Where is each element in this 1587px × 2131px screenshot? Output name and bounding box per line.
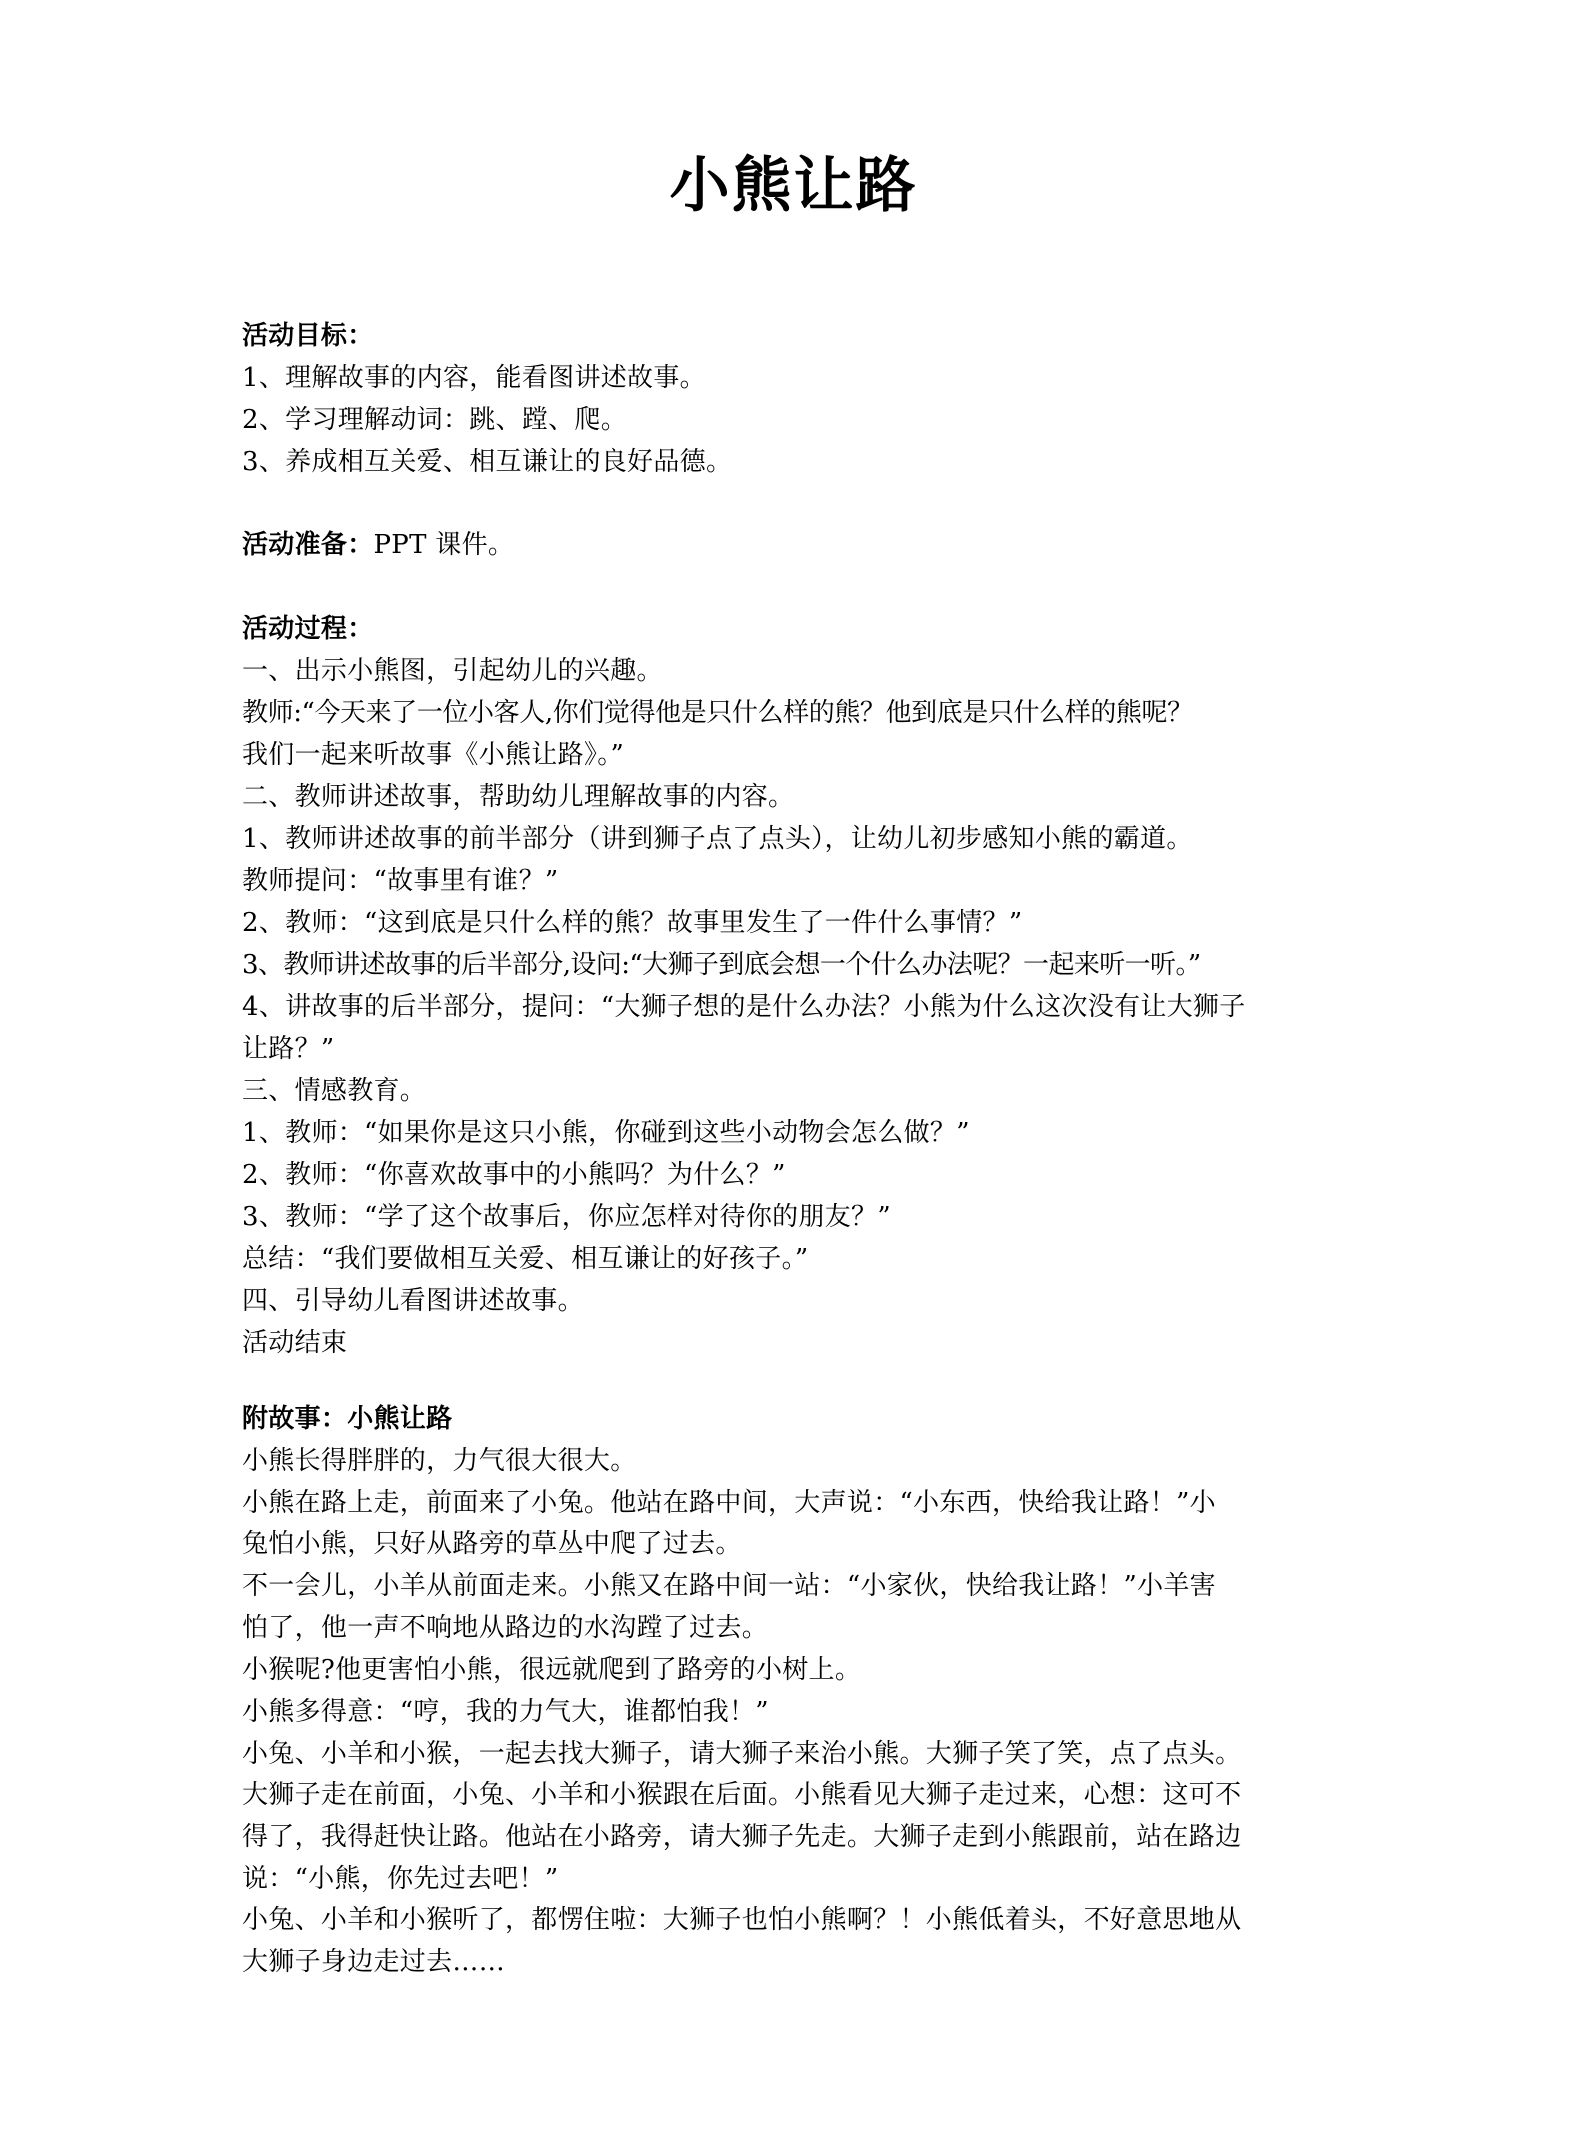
document-title: 小熊让路: [669, 151, 918, 221]
preparation-text: PPT 课件。: [373, 530, 515, 560]
process-line: 2、教师：“这到底是只什么样的熊？故事里发生了一件什么事情？”: [242, 908, 1023, 938]
story-line: 小兔、小羊和小猴听了，都愣住啦：大狮子也怕小熊啊？！小熊低着头，不好意思地从: [242, 1905, 1242, 1935]
preparation-heading: 活动准备：: [242, 530, 374, 560]
process-line: 教师:“今天来了一位小客人,你们觉得他是只什么样的熊？他到底是只什么样的熊呢？: [242, 698, 1193, 728]
story-line: 小熊多得意：“哼，我的力气大，谁都怕我！”: [242, 1697, 769, 1727]
process-line: 3、教师：“学了这个故事后，你应怎样对待你的朋友？”: [242, 1202, 891, 1232]
process-line: 1、教师讲述故事的前半部分（讲到狮子点了点头），让幼儿初步感知小熊的霸道。: [242, 824, 1193, 854]
story-line: 兔怕小熊，只好从路旁的草丛中爬了过去。: [242, 1529, 742, 1559]
story-line: 不一会儿，小羊从前面走来。小熊又在路中间一站：“小家伙，快给我让路！”小羊害: [242, 1571, 1216, 1601]
process-line: 一、出示小熊图，引起幼儿的兴趣。: [242, 656, 663, 686]
process-line: 1、教师：“如果你是这只小熊，你碰到这些小动物会怎么做？”: [242, 1118, 970, 1148]
process-line: 4、讲故事的后半部分，提问：“大狮子想的是什么办法？小熊为什么这次没有让大狮子: [242, 992, 1246, 1022]
preparation-line: [242, 527, 1362, 563]
process-line: 三、情感教育。: [242, 1076, 427, 1106]
process-heading: 活动过程：: [242, 614, 374, 644]
story-line: 小兔、小羊和小猴，一起去找大狮子，请大狮子来治小熊。大狮子笑了笑，点了点头。: [242, 1739, 1242, 1769]
process-line: 2、教师：“你喜欢故事中的小熊吗？为什么？”: [242, 1160, 786, 1190]
story-line: 怕了，他一声不响地从路边的水沟蹚了过去。: [242, 1613, 769, 1643]
process-line: 二、教师讲述故事，帮助幼儿理解故事的内容。: [242, 782, 795, 812]
process-line: 3、教师讲述故事的后半部分,设问:“大狮子到底会想一个什么办法呢？一起来听一听。”: [242, 950, 1201, 980]
process-line: 总结：“我们要做相互关爱、相互谦让的好孩子。”: [242, 1244, 809, 1274]
process-line: 教师提问：“故事里有谁？”: [242, 866, 559, 896]
goal-item: 2、学习理解动词：跳、蹚、爬。: [242, 405, 628, 435]
goals-heading: 活动目标：: [242, 321, 374, 351]
story-heading: 附故事：小熊让路: [242, 1404, 453, 1434]
story-line: 大狮子走在前面，小兔、小羊和小猴跟在后面。小熊看见大狮子走过来，心想：这可不: [242, 1780, 1242, 1810]
goal-item: 3、养成相互关爱、相互谦让的良好品德。: [242, 447, 733, 477]
story-line: 说：“小熊，你先过去吧！”: [242, 1864, 559, 1894]
story-line: 小熊长得胖胖的，力气很大很大。: [242, 1446, 637, 1476]
process-line: 让路？”: [242, 1034, 335, 1064]
story-line: 小猴呢?他更害怕小熊，很远就爬到了路旁的小树上。: [242, 1655, 862, 1685]
story-line: 小熊在路上走，前面来了小兔。他站在路中间，大声说：“小东西，快给我让路！”小: [242, 1488, 1216, 1518]
goal-item: 1、理解故事的内容，能看图讲述故事。: [242, 363, 706, 393]
process-line: 我们一起来听故事《小熊让路》。”: [242, 740, 625, 770]
story-line: 得了，我得赶快让路。他站在小路旁，请大狮子先走。大狮子走到小熊跟前，站在路边: [242, 1822, 1242, 1852]
process-line: 四、引导幼儿看图讲述故事。: [242, 1286, 584, 1316]
process-line: 活动结束: [242, 1328, 348, 1358]
story-line: 大狮子身边走过去……: [242, 1947, 506, 1977]
